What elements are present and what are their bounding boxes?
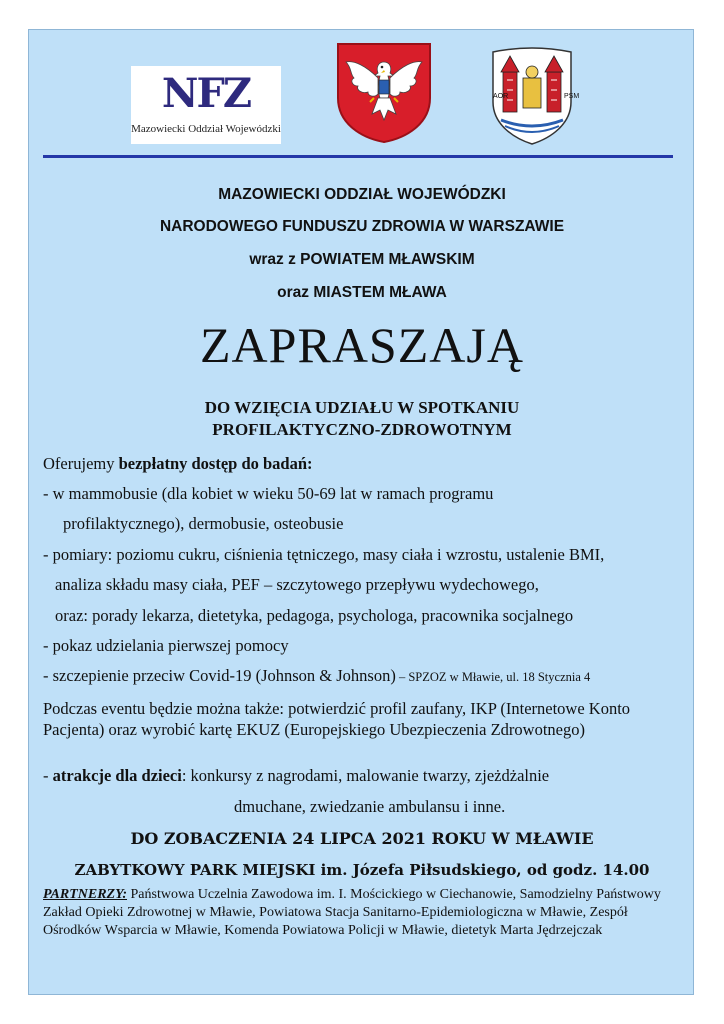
offer-item-3: - pokaz udzielania pierwszej pomocy [43, 636, 289, 655]
crest-letters-left: AOR [493, 93, 509, 100]
offer-item-4 [43, 666, 590, 686]
partners-text: Państwowa Uczelnia Zawodowa im. I. Mościckiego w Ciechanowie, Samodzielny Państwowy Zakład Opieki Zdrowotnej w Mławie, Powiatowa Stacja Sanitarno-Epidemiologiczna w Mławie, Zespół Ośrodków Wsparcia w Mławie, Komenda Powiatowa Policji w Mławie, dietetyk Marta Jędrzejczak [43, 887, 661, 938]
offer-item-1-line-2: profilaktycznego), dermobusie, osteobusie [63, 514, 344, 533]
event-info: Podczas eventu będzie można także: potwierdzić profil zaufany, IKP (Internetowe Konto Pacjenta) oraz wyrobić kartę EKUZ (Europejskiego Ubezpieczenia Zdrowotnego) [43, 699, 631, 739]
offer-item-1-line-1: - w mammobusie (dla kobiet w wieku 50-69 lat w ramach programu [43, 484, 494, 503]
subtitle-line-2: PROFILAKTYCZNO-ZDROWOTNYM [212, 420, 512, 439]
eagle-crest-icon [334, 40, 434, 149]
nfz-logo-letters: NFZ [161, 70, 251, 117]
header-line-3 [29, 251, 695, 269]
header-line-2: NARODOWEGO FUNDUSZU ZDROWIA W WARSZAWIE [159, 218, 565, 235]
kids-rest: : konkursy z nagrodami, malowanie twarzy, zjeżdżalnie [181, 766, 550, 785]
header-line-1: MAZOWIECKI ODDZIAŁ WOJEWÓDZKI [218, 186, 506, 203]
partners-label: PARTNERZY: [43, 887, 128, 902]
nfz-logo-caption: Mazowiecki Oddział Wojewódzki [131, 123, 281, 135]
poster [28, 29, 694, 995]
partners [43, 886, 683, 940]
offer-item-4-note: – SPZOZ w Mławie, ul. 18 Stycznia 4 [395, 670, 591, 684]
offer-item-4-text: - szczepienie przeciw Covid-19 (Johnson & Johnson) [43, 666, 396, 685]
closing-line-1: DO ZOBACZENIA 24 LIPCA 2021 ROKU W MŁAWIE [130, 829, 594, 848]
kids-line-2: dmuchane, zwiedzanie ambulansu i inne. [234, 797, 506, 816]
header-line-4-prefix: oraz [277, 284, 314, 301]
kids-dash: - [43, 766, 53, 785]
page-title: ZAPRASZAJĄ [200, 317, 524, 373]
subtitle-line-1: DO WZIĘCIA UDZIAŁU W SPOTKANIU [204, 398, 520, 417]
offer-intro [43, 454, 313, 474]
closing-line-2: ZABYTKOWY PARK MIEJSKI im. Józefa Piłsudskiego, od godz. 14.00 [74, 861, 650, 879]
kids-bold: atrakcje dla dzieci [52, 766, 182, 785]
offer-intro-text: Oferujemy [43, 454, 119, 473]
header-line-4-main: MIASTEM MŁAWA [313, 284, 447, 301]
offer-item-2-line-3: oraz: porady lekarza, dietetyka, pedagoga, psychologa, pracownika socjalnego [55, 606, 574, 625]
offer-intro-bold: bezpłatny dostęp do badań: [118, 454, 313, 473]
crest-letters-right: PSM [564, 93, 580, 100]
header-line-3-main: POWIATEM MŁAWSKIM [300, 251, 475, 268]
nfz-logo [131, 66, 281, 144]
header-rule [43, 155, 673, 158]
kids-line-1 [43, 766, 549, 786]
header-line-3-prefix: wraz z [249, 251, 301, 268]
header-line-4 [29, 284, 695, 302]
offer-item-2-line-1: - pomiary: poziomu cukru, ciśnienia tętniczego, masy ciała i wzrostu, ustalenie BMI, [43, 545, 605, 564]
offer-item-2-line-2: analiza składu masy ciała, PEF – szczytowego przepływu wydechowego, [55, 575, 539, 594]
town-crest-icon [487, 46, 580, 151]
